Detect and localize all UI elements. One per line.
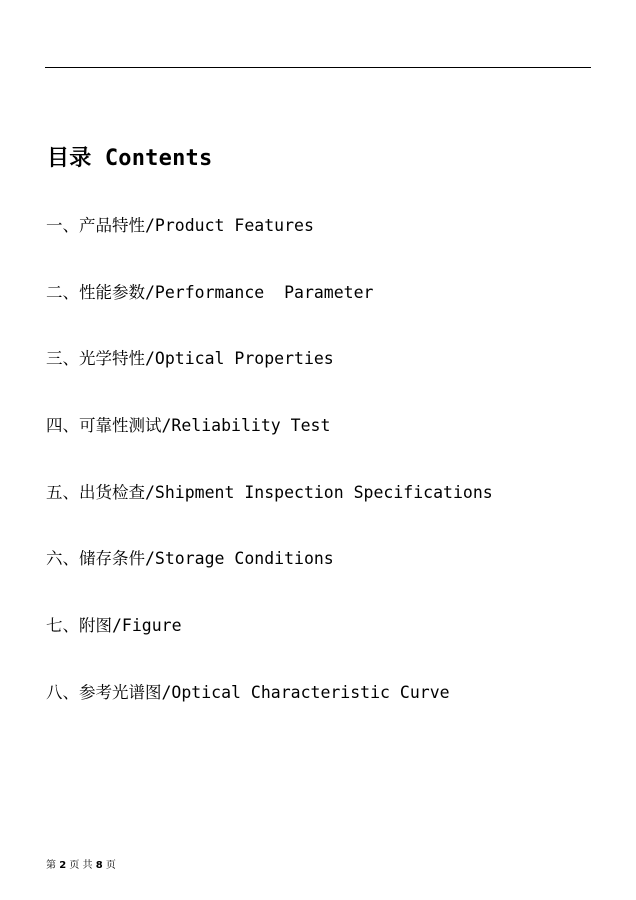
footer-suffix: 页 — [102, 860, 116, 871]
footer-prefix: 第 — [46, 860, 60, 871]
toc-item-optical-properties[interactable]: 三、光学特性/Optical Properties — [46, 349, 334, 369]
toc-item-storage-conditions[interactable]: 六、储存条件/Storage Conditions — [46, 549, 334, 569]
toc-item-optical-curve[interactable]: 八、参考光谱图/Optical Characteristic Curve — [46, 682, 450, 702]
footer-middle: 页 共 — [66, 860, 96, 871]
page-footer — [46, 856, 116, 871]
toc-item-reliability-test[interactable]: 四、可靠性测试/Reliability Test — [46, 416, 331, 436]
current-page-number: 2 — [59, 860, 67, 871]
toc-item-performance-parameter[interactable]: 二、性能参数/Performance Parameter — [46, 282, 374, 302]
header-rule — [45, 67, 591, 68]
page-title: 目录 Contents — [47, 146, 213, 171]
table-of-contents — [46, 213, 493, 747]
toc-item-shipment-inspection[interactable]: 五、出货检查/Shipment Inspection Specifications — [46, 482, 493, 502]
toc-item-figure[interactable]: 七、附图/Figure — [46, 616, 182, 636]
total-page-count: 8 — [95, 860, 103, 871]
toc-item-product-features[interactable]: 一、产品特性/Product Features — [46, 216, 314, 235]
